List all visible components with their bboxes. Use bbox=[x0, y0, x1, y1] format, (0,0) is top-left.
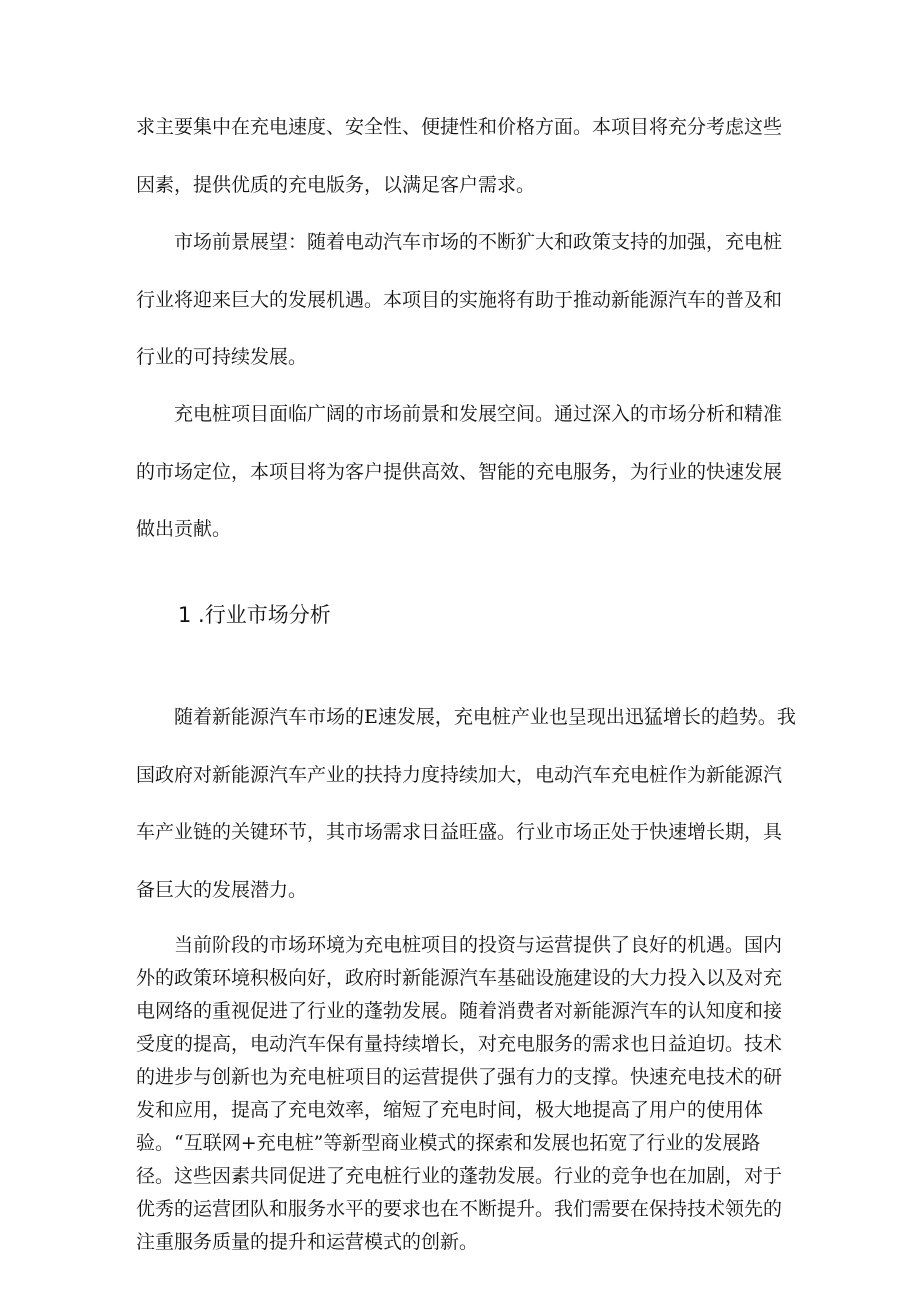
paragraph-market-environment: 当前阶段的市场环境为充电桩项目的投资与运营提供了良好的机遇。国内外的政策环境积极向好，政府时新能源汽车基础设施建设的大力投入以及对充电网络的重视促进了行业的蓬勃发展。随着消费者对新能源汽车的认知度和接受度的提高，电动汽车保有量持续增长，对充电服务的需求也日益迫切。技术的进步与创新也为充电桩项目的运营提供了强有力的支撑。快速充电技术的研发和应用，提高了充电效率，缩短了充电时间，极大地提高了用户的使用体验。“互联网+充电桩”等新型商业模式的探索和发展也拓宽了行业的发展路径。这些因素共同促进了充电桩行业的蓬勃发展。行业的竞争也在加剧，对于优秀的运营团队和服务水平的要求也在不断提升。我们需要在保持技术领先的注重服务质量的提升和运营模式的创新。 bbox=[136, 934, 783, 1253]
section-heading-industry-analysis: 1 .行业市场分析 bbox=[178, 603, 331, 627]
paragraph-project-summary: 充电桩项目面临广阔的市场前景和发展空间。通过深入的市场分析和精准的市场定位，本项目将为客户提供高效、智能的充电服务，为行业的快速发展做出贡献。 bbox=[136, 403, 783, 540]
paragraph-industry-growth: 随着新能源汽车市场的E速发展，充电桩产业也呈现出迅猛增长的趋势。我国政府对新能源汽车产业的扶持力度持续加大，电动汽车充电桩作为新能源汽车产业链的关键环节，其市场需求日益旺盛。行业市场正处于快速增长期，具备巨大的发展潜力。 bbox=[136, 706, 796, 901]
paragraph-charging-demand: 求主要集中在充电速度、安全性、便捷性和价格方面。本项目将充分考虑这些因素，提供优质的充电版务，以满足客户需求。 bbox=[136, 116, 783, 196]
paragraph-market-outlook: 市场前景展望：随着电动汽车市场的不断犷大和政策支持的加强，充电桩行业将迎来巨大的发展机遇。本项目的实施将有助于推动新能源汽车的普及和行业的可持续发展。 bbox=[136, 231, 783, 368]
